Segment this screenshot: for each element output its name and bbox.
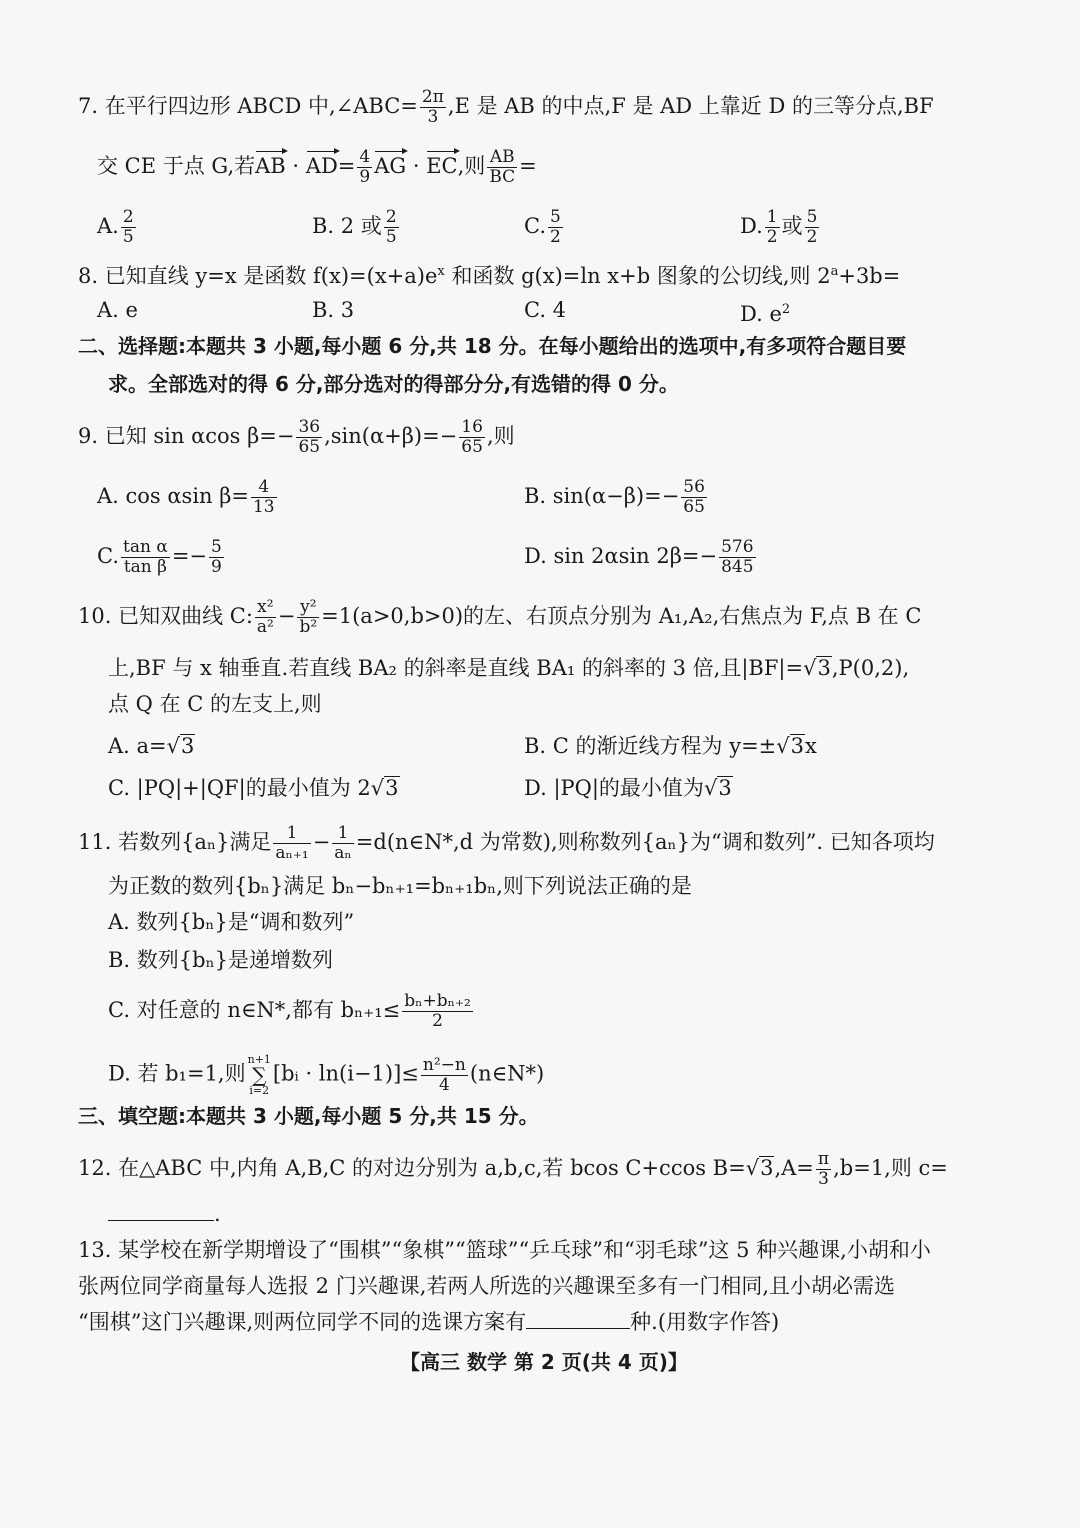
superscript: 2: [781, 302, 791, 317]
fraction-denominator: 65: [461, 437, 483, 457]
q9-option-b: [524, 478, 709, 517]
superscript: a: [830, 264, 839, 279]
section-2-heading: 二、选择题:本题共 3 小题,每小题 6 分,共 18 分。在每小题给出的选项中,有多项符合题目要: [78, 334, 907, 358]
option-fraction: [121, 208, 136, 247]
q9-fraction: [296, 418, 322, 457]
fraction-denominator: aₙ: [334, 843, 352, 863]
q7-line1: [78, 88, 934, 127]
fraction-numerator: 4: [359, 147, 371, 167]
fraction-numerator: y²: [297, 598, 319, 618]
fraction-numerator: 1: [332, 824, 354, 844]
q12-text: ,b=1,则 c=: [833, 1156, 948, 1180]
option-fraction: [548, 208, 563, 247]
option-fraction: [719, 538, 755, 577]
option-fraction: [121, 538, 170, 577]
q11-fraction: [273, 824, 310, 863]
fraction-numerator: 5: [550, 207, 561, 227]
q11-option-d: [108, 1054, 544, 1096]
option-text: 或: [781, 214, 803, 238]
fraction-denominator: 9: [359, 167, 371, 187]
q8-text: +3b=: [838, 264, 901, 288]
fraction-numerator: 36: [298, 417, 321, 437]
q7-text: 交 CE 于点 G,若: [97, 154, 256, 178]
option-fraction: [209, 538, 224, 577]
option-text: [bᵢ · ln(i−1)]≤: [272, 1061, 419, 1086]
q9-stem: [78, 418, 515, 457]
fraction-numerator: x²: [255, 598, 276, 618]
option-label: D.: [740, 214, 763, 238]
q11-line1: [78, 824, 935, 863]
fraction-numerator: 5: [211, 537, 222, 557]
fraction-numerator: 1: [273, 824, 310, 844]
q11-fraction: [332, 824, 354, 863]
dot-operator: ·: [285, 154, 306, 178]
dot-operator: ·: [406, 154, 427, 178]
fraction-numerator: 1: [766, 207, 778, 227]
q12-text: 12. 在△ABC 中,内角 A,B,C 的对边分别为 a,b,c,若 bcos C+ccos B=: [78, 1156, 746, 1180]
vector-ad: AD: [305, 154, 338, 178]
q10-option-d: D. |PQ|的最小值为√3: [524, 776, 732, 800]
superscript: x: [437, 264, 445, 279]
option-text: x: [805, 734, 817, 758]
fraction-denominator: 3: [427, 107, 439, 127]
q8-text: 和函数 g(x)=ln x+b 图象的公切线,则 2: [444, 264, 831, 288]
section-2-heading-cont: 求。全部选对的得 6 分,部分选对的得部分分,有选错的得 0 分。: [108, 372, 679, 396]
fraction-numerator: 16: [461, 417, 483, 437]
q7-ratio-fraction: [487, 148, 517, 187]
q7-text: ,则: [457, 154, 486, 178]
q10-line2: 上,BF 与 x 轴垂直.若直线 BA₂ 的斜率是直线 BA₁ 的斜率的 3 倍,且|BF|=√3,P(0,2),: [108, 656, 910, 680]
q9-text: ,sin(α+β)=−: [324, 424, 458, 448]
sum-lower-limit: i=2: [249, 1084, 270, 1097]
fraction-denominator: 9: [211, 557, 222, 577]
sqrt-radicand: 3: [181, 734, 195, 758]
q12-text: ,A=: [774, 1156, 814, 1180]
fraction-denominator: 2: [432, 1011, 443, 1031]
q10-line1: [78, 598, 921, 637]
fraction-denominator: 845: [721, 557, 754, 577]
fraction-numerator: bₙ+bₙ₊₂: [404, 991, 471, 1011]
q9-text: ,则: [486, 424, 515, 448]
vector-ag: AG: [374, 154, 407, 178]
q10-text: =1(a>0,b>0)的左、右顶点分别为 A₁,A₂,右焦点为 F,点 B 在 C: [321, 604, 922, 628]
option-text: (n∈N*): [469, 1061, 545, 1086]
fraction-denominator: 2: [806, 227, 818, 247]
q13-text: “围棋”这门兴趣课,则两位同学不同的选课方案有: [78, 1310, 527, 1334]
sqrt-radicand: 3: [790, 734, 805, 758]
q9-text: 9. 已知 sin αcos β=−: [78, 424, 295, 448]
option-text: D. 若 b₁=1,则: [108, 1061, 246, 1086]
option-text: B. sin(α−β)=−: [524, 484, 680, 508]
option-text: D. sin 2αsin 2β=−: [524, 544, 718, 568]
option-text: B. C 的渐近线方程为 y=±: [524, 734, 777, 758]
fraction-denominator: 2: [550, 227, 561, 247]
option-text: D. e: [740, 302, 782, 326]
q11-line2: 为正数的数列{bₙ}满足 bₙ−bₙ₊₁=bₙ₊₁bₙ,则下列说法正确的是: [108, 874, 692, 898]
q12-stem: 12. 在△ABC 中,内角 A,B,C 的对边分别为 a,b,c,若 bcos C+ccos B=√3,A= $\frac{\pi}{3}$ ,b=1,则 c=: [78, 1149, 948, 1189]
option-text: =−: [171, 544, 208, 568]
q12-fraction: [816, 1150, 831, 1189]
q8-option-d: [740, 296, 790, 328]
fraction-numerator: 5: [806, 207, 818, 227]
q11-option-a: A. 数列{bₙ}是“调和数列”: [108, 910, 355, 934]
sqrt-radicand: 3: [718, 776, 732, 800]
option-fraction: [765, 208, 780, 247]
q8-stem: [78, 258, 900, 290]
option-fraction: [384, 208, 399, 247]
option-label: A.: [97, 214, 119, 238]
q13-text: 种.(用数字作答): [630, 1310, 780, 1334]
q10-fraction: [297, 598, 319, 637]
q7-angle-fraction: [420, 88, 446, 127]
q10-line3: 点 Q 在 C 的左支上,则: [108, 692, 322, 716]
q10-fraction: [255, 598, 276, 637]
sum-symbol: ∑: [252, 1063, 267, 1087]
q7-option-b: [312, 208, 401, 247]
q9-option-c: [97, 538, 226, 577]
fraction-denominator: 3: [818, 1169, 829, 1189]
fraction-denominator: a²: [256, 617, 274, 637]
option-text: C.: [97, 544, 119, 568]
q13-answer-blank[interactable]: [526, 1308, 630, 1329]
q13-line2: 张两位同学商量每人选报 2 门兴趣课,若两人所选的兴趣课至多有一门相同,且小胡必需选: [78, 1274, 896, 1298]
vector-ab: AB: [255, 154, 286, 178]
q7-text: 7. 在平行四边形 ABCD 中,∠ABC=: [78, 94, 418, 118]
vector-ec: EC: [426, 154, 458, 178]
fraction-numerator: 576: [721, 537, 754, 557]
q8-option-c: C. 4: [524, 298, 567, 322]
option-label: B. 2 或: [312, 214, 382, 238]
summation: [248, 1054, 271, 1096]
fraction-denominator: tan β: [123, 557, 167, 577]
q7-option-a: [97, 208, 138, 247]
period: .: [214, 1202, 221, 1226]
fraction-numerator: AB: [487, 148, 517, 168]
q8-text: 8. 已知直线 y=x 是函数 f(x)=(x+a)e: [78, 264, 438, 288]
fraction-denominator: 65: [683, 497, 705, 517]
q13-line3: [78, 1308, 779, 1336]
q7-line2: [97, 148, 537, 187]
fraction-denominator: 2: [766, 227, 778, 247]
q10-option-c: C. |PQ|+|QF|的最小值为 2√3: [108, 776, 399, 800]
section-3-heading: 三、填空题:本题共 3 小题,每小题 5 分,共 15 分。: [78, 1104, 539, 1128]
sum-upper-limit: n+1: [247, 1053, 271, 1066]
fraction-numerator: n²−n: [422, 1054, 466, 1075]
fraction-numerator: 4: [251, 478, 277, 498]
q9-option-a: [97, 478, 279, 517]
option-fraction: [681, 478, 707, 517]
option-text: A. a=: [108, 734, 167, 758]
q11-option-c: [108, 992, 475, 1031]
equals-sign: =: [519, 154, 537, 178]
sqrt-radicand: 3: [760, 1156, 774, 1180]
fraction-denominator: BC: [489, 167, 516, 187]
q12-answer-blank[interactable]: [108, 1200, 214, 1221]
option-text: C. |PQ|+|QF|的最小值为 2: [108, 776, 371, 800]
option-text: C. 对任意的 n∈N*,都有 bₙ₊₁≤: [108, 998, 401, 1022]
option-text: A. cos αsin β=: [97, 484, 249, 508]
q10-text: 上,BF 与 x 轴垂直.若直线 BA₂ 的斜率是直线 BA₁ 的斜率的 3 倍,且|BF|=: [108, 656, 804, 680]
q7-text: ,E 是 AB 的中点,F 是 AD 上靠近 D 的三等分点,BF: [447, 94, 934, 118]
option-text: D. |PQ|的最小值为: [524, 776, 704, 800]
fraction-denominator: aₙ₊₁: [275, 843, 309, 863]
q10-option-a: A. a=√3: [108, 734, 195, 758]
sqrt-radicand: 3: [817, 656, 831, 680]
fraction-denominator: 65: [298, 437, 321, 457]
option-fraction: [251, 478, 277, 517]
fraction-numerator: 2: [385, 207, 397, 227]
minus-sign: −: [312, 830, 331, 854]
fraction-denominator: 4: [438, 1074, 450, 1095]
q8-option-b: B. 3: [312, 298, 355, 322]
sqrt-radicand: 3: [385, 776, 399, 800]
equals-sign: =: [337, 154, 356, 178]
option-label: C.: [524, 214, 546, 238]
q8-option-a: A. e: [97, 298, 138, 322]
q9-fraction: [459, 418, 485, 457]
fraction-denominator: 5: [385, 227, 397, 247]
q10-option-b: B. C 的渐近线方程为 y=±√3x: [524, 734, 817, 758]
q10-text: 10. 已知双曲线 C:: [78, 604, 253, 628]
q10-text: ,P(0,2),: [831, 656, 910, 680]
fraction-numerator: tan α: [123, 537, 168, 557]
minus-sign: −: [277, 604, 296, 628]
q7-option-c: [524, 208, 565, 247]
fraction-numerator: 2: [122, 207, 134, 227]
fraction-numerator: 56: [683, 477, 705, 497]
option-fraction: [402, 992, 473, 1031]
fraction-denominator: 5: [122, 227, 134, 247]
q11-text: 11. 若数列{aₙ}满足: [78, 830, 272, 854]
fraction-numerator: 2π: [421, 87, 444, 107]
q7-coef-fraction: [357, 148, 372, 187]
fraction-numerator: π: [817, 1149, 830, 1169]
option-fraction: [805, 208, 820, 247]
q11-option-b: B. 数列{bₙ}是递增数列: [108, 948, 334, 972]
page-footer: 【高三 数学 第 2 页(共 4 页)】: [400, 1350, 688, 1374]
fraction-denominator: 13: [252, 497, 275, 517]
q9-option-d: [524, 538, 758, 577]
option-fraction: [421, 1056, 468, 1095]
fraction-denominator: b²: [299, 617, 318, 637]
q12-answer-line: [108, 1200, 221, 1228]
q13-line1: 13. 某学校在新学期增设了“围棋”“象棋”“篮球”“乒乓球”和“羽毛球”这 5 种兴趣课,小胡和小: [78, 1238, 931, 1262]
q7-option-d: [740, 208, 821, 247]
q11-text: =d(n∈N*,d 为常数),则称数列{aₙ}为“调和数列”. 已知各项均: [355, 830, 935, 854]
